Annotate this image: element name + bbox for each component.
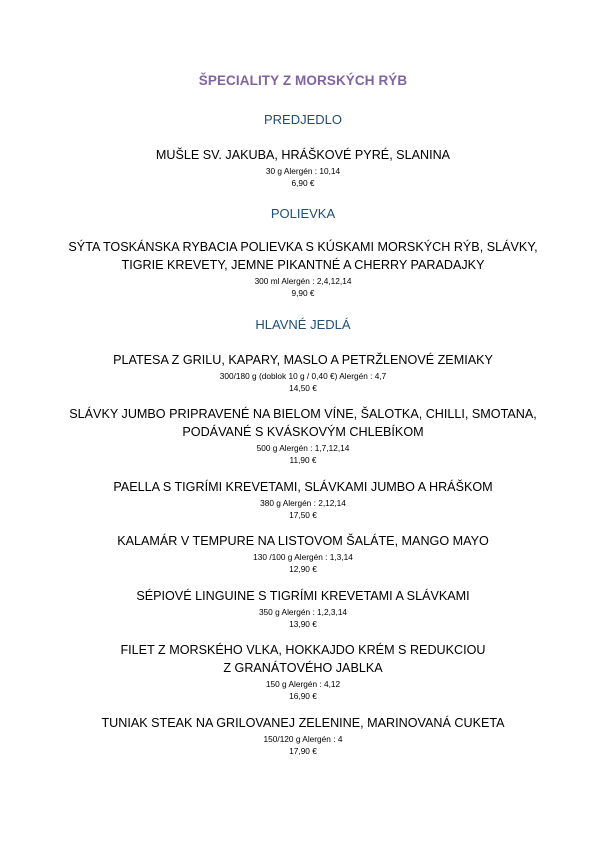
dish-name-continued: PODÁVANÉ S KVÁSKOVÝM CHLEBÍKOM (182, 425, 424, 439)
dish-name: PAELLA S TIGRÍMI KREVETAMI, SLÁVKAMI JUMBO A HRÁŠKOM (113, 480, 493, 494)
dish-price: 11,90 € (289, 455, 317, 465)
dish-portion-allergens: 300 ml Alergén : 2,4,12,14 (254, 276, 352, 286)
dish-portion-allergens: 130 /100 g Alergén : 1,3,14 (253, 552, 353, 562)
dish-item (40, 587, 566, 630)
dish-item (40, 714, 566, 757)
dish-portion-allergens: 350 g Alergén : 1,2,3,14 (258, 607, 348, 617)
dish-name-continued: TIGRIE KREVETY, JEMNE PIKANTNÉ A CHERRY PARADAJKY (121, 258, 485, 272)
dish-name: FILET Z MORSKÉHO VLKA, HOKKAJDO KRÉM S REDUKCIOU (120, 643, 486, 657)
dish-price: 9,90 € (291, 288, 315, 298)
dish-name: SLÁVKY JUMBO PRIPRAVENÉ NA BIELOM VÍNE, ŠALOTKA, CHILLI, SMOTANA, (69, 407, 537, 421)
dish-price: 17,90 € (289, 746, 317, 756)
dish-name: KALAMÁR V TEMPURE NA LISTOVOM ŠALÁTE, MANGO MAYO (117, 534, 489, 548)
dish-item (40, 146, 566, 189)
dish-item (40, 641, 566, 702)
dish-price: 16,90 € (289, 691, 317, 701)
dish-item (40, 532, 566, 575)
section-heading-hlavne-jedla: HLAVNÉ JEDLÁ (255, 317, 351, 332)
dish-price: 17,50 € (289, 510, 317, 520)
dish-price: 13,90 € (289, 619, 317, 629)
dish-item (40, 238, 566, 299)
dish-portion-allergens: 300/180 g (doblok 10 g / 0,40 €) Alergén : 4,7 (219, 371, 387, 381)
dish-name: TUNIAK STEAK NA GRILOVANEJ ZELENINE, MARINOVANÁ CUKETA (101, 716, 505, 730)
dish-portion-allergens: 30 g Alergén : 10,14 (265, 166, 341, 176)
dish-name: SÝTA TOSKÁNSKA RYBACIA POLIEVKA S KÚSKAMI MORSKÝCH RÝB, SLÁVKY, (68, 240, 538, 254)
section-heading-predjedlo: PREDJEDLO (263, 112, 343, 127)
section-heading-polievka: POLIEVKA (270, 206, 336, 221)
dish-item (40, 351, 566, 394)
dish-item (40, 405, 566, 466)
dish-name: MUŠLE SV. JAKUBA, HRÁŠKOVÉ PYRÉ, SLANINA (155, 148, 451, 162)
dish-portion-allergens: 380 g Alergén : 2,12,14 (260, 498, 346, 508)
dish-portion-allergens: 500 g Alergén : 1,7,12,14 (256, 443, 350, 453)
dish-price: 14,50 € (289, 383, 317, 393)
dish-portion-allergens: 150/120 g Alergén : 4 (263, 734, 343, 744)
menu-title: ŠPECIALITY Z MORSKÝCH RÝB (198, 73, 408, 88)
dish-price: 12,90 € (289, 564, 317, 574)
dish-price: 6,90 € (291, 178, 315, 188)
dish-name: PLATESA Z GRILU, KAPARY, MASLO A PETRŽLENOVÉ ZEMIAKY (113, 353, 493, 367)
dish-name: SÉPIOVÉ LINGUINE S TIGRÍMI KREVETAMI A SLÁVKAMI (136, 589, 470, 603)
dish-portion-allergens: 150 g Alergén : 4,12 (265, 679, 341, 689)
dish-item (40, 478, 566, 521)
dish-name-continued: Z GRANÁTOVÉHO JABLKA (223, 661, 383, 675)
